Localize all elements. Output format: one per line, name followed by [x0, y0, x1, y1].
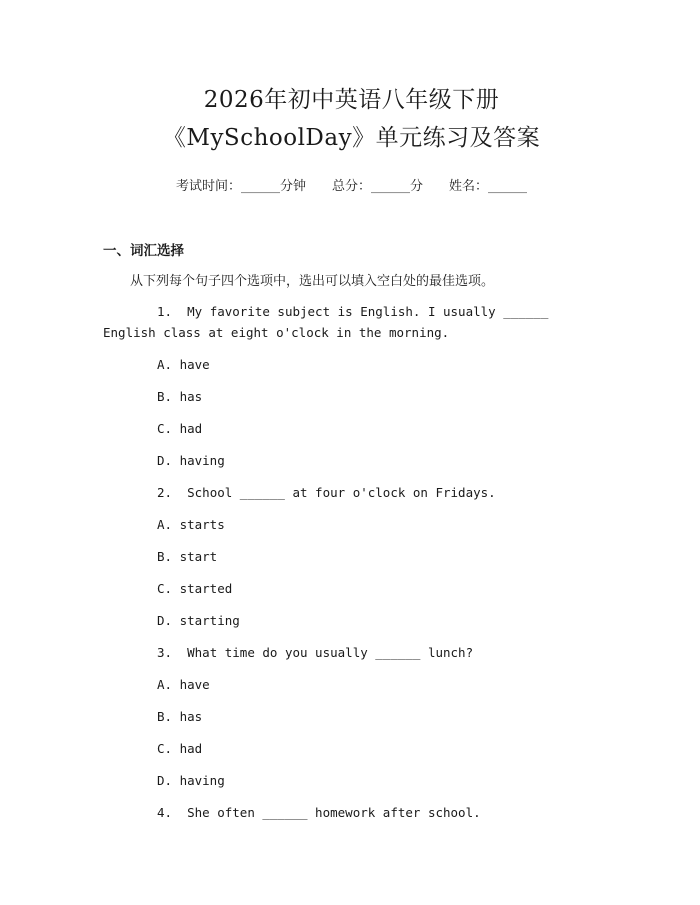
option-d: D. starting [157, 613, 240, 628]
option-c: C. had [157, 421, 203, 436]
question-1 [103, 301, 600, 471]
question-stem [103, 802, 600, 823]
option-d: D. having [157, 453, 225, 468]
question-text: What time do you usually ______ lunch? [187, 645, 474, 660]
exam-meta [103, 178, 600, 196]
option-a: A. starts [157, 517, 225, 532]
question-stem [103, 642, 600, 663]
option-b: B. has [157, 389, 203, 404]
option-c: C. had [157, 741, 203, 756]
option-a: A. have [157, 677, 210, 692]
question-4 [103, 802, 600, 823]
option-d: D. having [157, 773, 225, 788]
exam-time-field: 考试时间：______分钟 [175, 179, 306, 194]
option-b: B. has [157, 709, 203, 724]
question-stem [103, 301, 600, 343]
student-name-field: 姓名：______ [449, 179, 528, 194]
total-score-field: 总分：______分 [331, 179, 423, 194]
question-text: She often ______ homework after school. [187, 805, 481, 820]
question-2 [103, 482, 600, 631]
question-number: 1. [157, 304, 173, 319]
section-instruction: 从下列每个句子四个选项中，选出可以填入空白处的最佳选项。 [130, 274, 495, 289]
question-3 [103, 642, 600, 791]
option-b: B. start [157, 549, 218, 564]
title-line-1: 2026年初中英语八年级下册 [203, 87, 500, 113]
question-stem [103, 482, 600, 503]
question-text: School ______ at four o'clock on Fridays. [187, 485, 496, 500]
title-line-2: 《MySchoolDay》单元练习及答案 [162, 125, 541, 151]
option-c: C. started [157, 581, 233, 596]
question-number: 2. [157, 485, 173, 500]
question-number: 4. [157, 805, 173, 820]
question-text: My favorite subject is English. I usually ______ English class at eight o'clock in the morning. [103, 304, 556, 340]
option-a: A. have [157, 357, 210, 372]
question-number: 3. [157, 645, 173, 660]
section-heading: 一、词汇选择 [103, 243, 184, 259]
